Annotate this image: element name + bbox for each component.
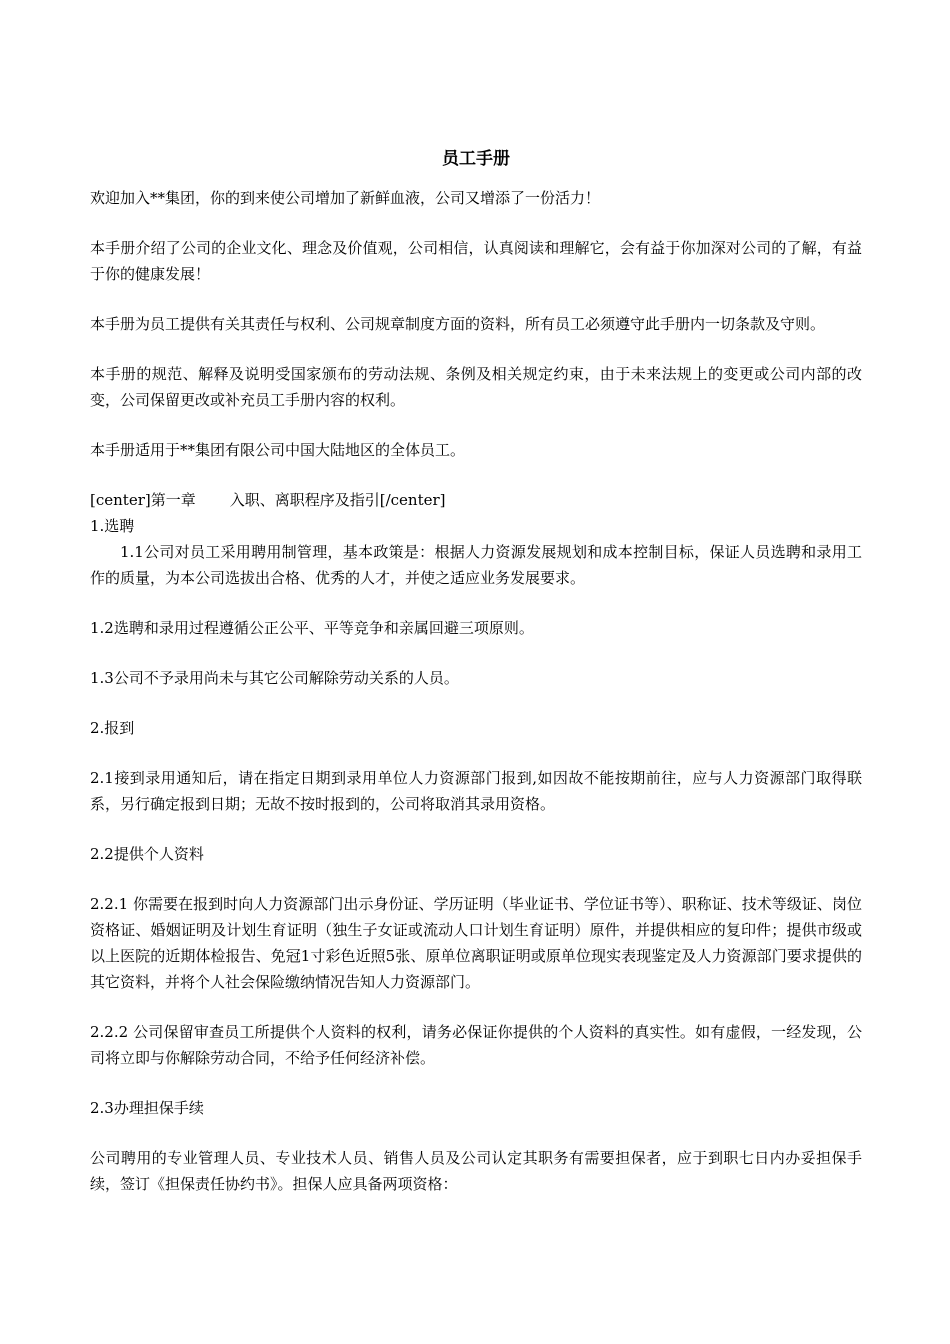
section-heading-1: 1.选聘	[90, 517, 135, 535]
clause-2-2-2: 2.2.2 公司保留审查员工所提供个人资料的权利，请务必保证你提供的个人资料的真实性。如有虚假，一经发现，公司将立即与你解除劳动合同，不给予任何经济补偿。	[90, 1023, 862, 1067]
document-title: 员工手册	[442, 149, 510, 169]
clause-1-2: 1.2选聘和录用过程遵循公正公平、平等竞争和亲属回避三项原则。	[90, 619, 534, 637]
subsection-heading-2-2: 2.2提供个人资料	[90, 845, 204, 863]
intro-paragraph-scope: 本手册适用于**集团有限公司中国大陆地区的全体员工。	[90, 441, 466, 459]
clause-2-1: 2.1接到录用通知后，请在指定日期到录用单位人力资源部门报到,如因故不能按期前往，应与人力资源部门取得联系，另行确定报到日期；无故不按时报到的，公司将取消其录用资格。	[90, 769, 862, 813]
clause-2-3-body: 公司聘用的专业管理人员、专业技术人员、销售人员及公司认定其职务有需要担保者，应于到职七日内办妥担保手续，签订《担保责任协约书》。担保人应具备两项资格：	[90, 1149, 862, 1193]
chapter-prefix: [center]第一章	[90, 491, 196, 509]
document-page	[90, 146, 862, 1221]
section-heading-2: 2.报到	[90, 719, 135, 737]
intro-paragraph-rights: 本手册的规范、解释及说明受国家颁布的劳动法规、条例及相关规定约束，由于未来法规上的变更或公司内部的改变，公司保留更改或补充员工手册内容的权利。	[90, 365, 862, 409]
clause-1-1: 1.1公司对员工采用聘用制管理，基本政策是：根据人力资源发展规划和成本控制目标，保证人员选聘和录用工作的质量，为本公司选拔出合格、优秀的人才，并使之适应业务发展要求。	[90, 543, 862, 587]
intro-paragraph-rules: 本手册为员工提供有关其责任与权利、公司规章制度方面的资料，所有员工必须遵守此手册内一切条款及守则。	[90, 315, 826, 333]
intro-paragraph-welcome: 欢迎加入**集团，你的到来使公司增加了新鲜血液，公司又增添了一份活力！	[90, 189, 601, 207]
chapter-heading	[90, 487, 862, 513]
clause-2-2-1: 2.2.1 你需要在报到时向人力资源部门出示身份证、学历证明（毕业证书、学位证书等）、职称证、技术等级证、岗位资格证、婚姻证明及计划生育证明（独生子女证或流动人口计划生育证明）原件，并提供相应的复印件；提供市级或以上医院的近期体检报告、免冠1寸彩色近照5张、原单位离职证明或原单位现实表现鉴定及人力资源部门要求提供的其它资料，并将个人社会保险缴纳情况告知人力资源部门。	[90, 895, 862, 991]
chapter-name: 入职、离职程序及指引[/center]	[229, 491, 446, 509]
clause-1-3: 1.3公司不予录用尚未与其它公司解除劳动关系的人员。	[90, 669, 459, 687]
subsection-heading-2-3: 2.3办理担保手续	[90, 1099, 204, 1117]
intro-paragraph-purpose: 本手册介绍了公司的企业文化、理念及价值观，公司相信，认真阅读和理解它，会有益于你加深对公司的了解，有益于你的健康发展！	[90, 239, 862, 283]
